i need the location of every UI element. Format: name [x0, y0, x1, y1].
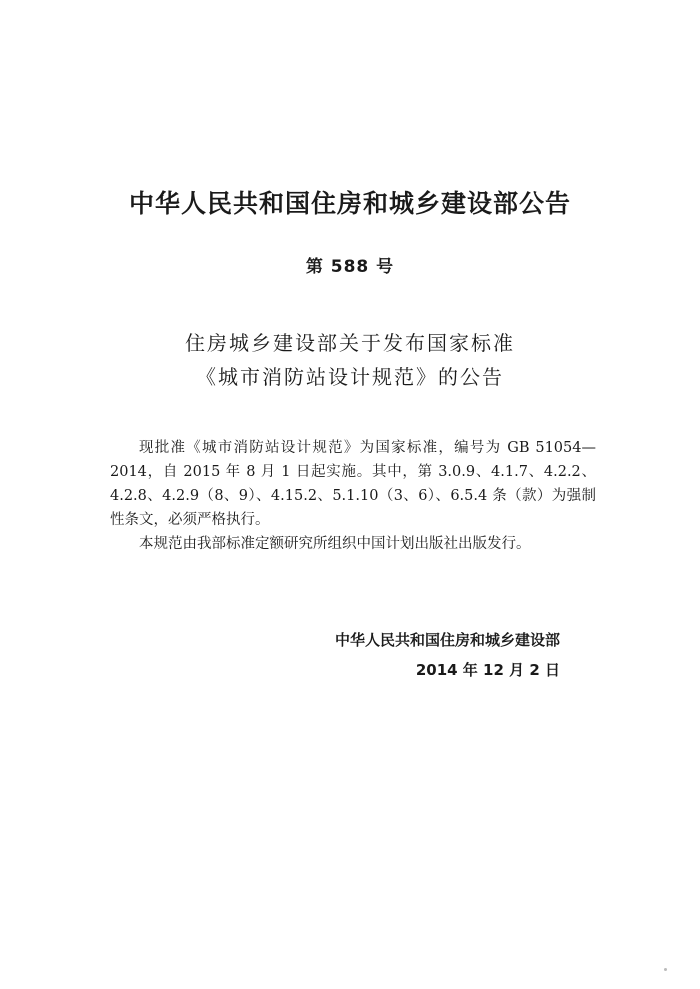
signature-issuer: 中华人民共和国住房和城乡建设部	[334, 631, 560, 649]
announcement-body	[110, 436, 596, 556]
signature-date: 2014 年 12 月 2 日	[415, 661, 560, 679]
notice-number: 第 588 号	[305, 257, 395, 277]
announcement-subject	[0, 326, 700, 394]
subject-line-2: 《城市消防站设计规范》的公告	[196, 365, 504, 389]
body-paragraph-1: 现批准《城市消防站设计规范》为国家标准，编号为 GB 51054—2014，自 2015 年 8 月 1 日起实施。其中，第 3.0.9、4.1.7、4.2.2、4.2.8、4.2.9（8、9）、4.15.2、5.1.10（3、6）、6.5.4 条（款）为强制性条文，必须严格执行。	[110, 440, 596, 528]
signature-block	[335, 625, 560, 685]
subject-line-1: 住房城乡建设部关于发布国家标准	[185, 331, 515, 355]
body-paragraph-2: 本规范由我部标准定额研究所组织中国计划出版社出版发行。	[139, 536, 531, 552]
scan-speck	[664, 968, 667, 971]
issuer-title: 中华人民共和国住房和城乡建设部公告	[128, 189, 571, 218]
